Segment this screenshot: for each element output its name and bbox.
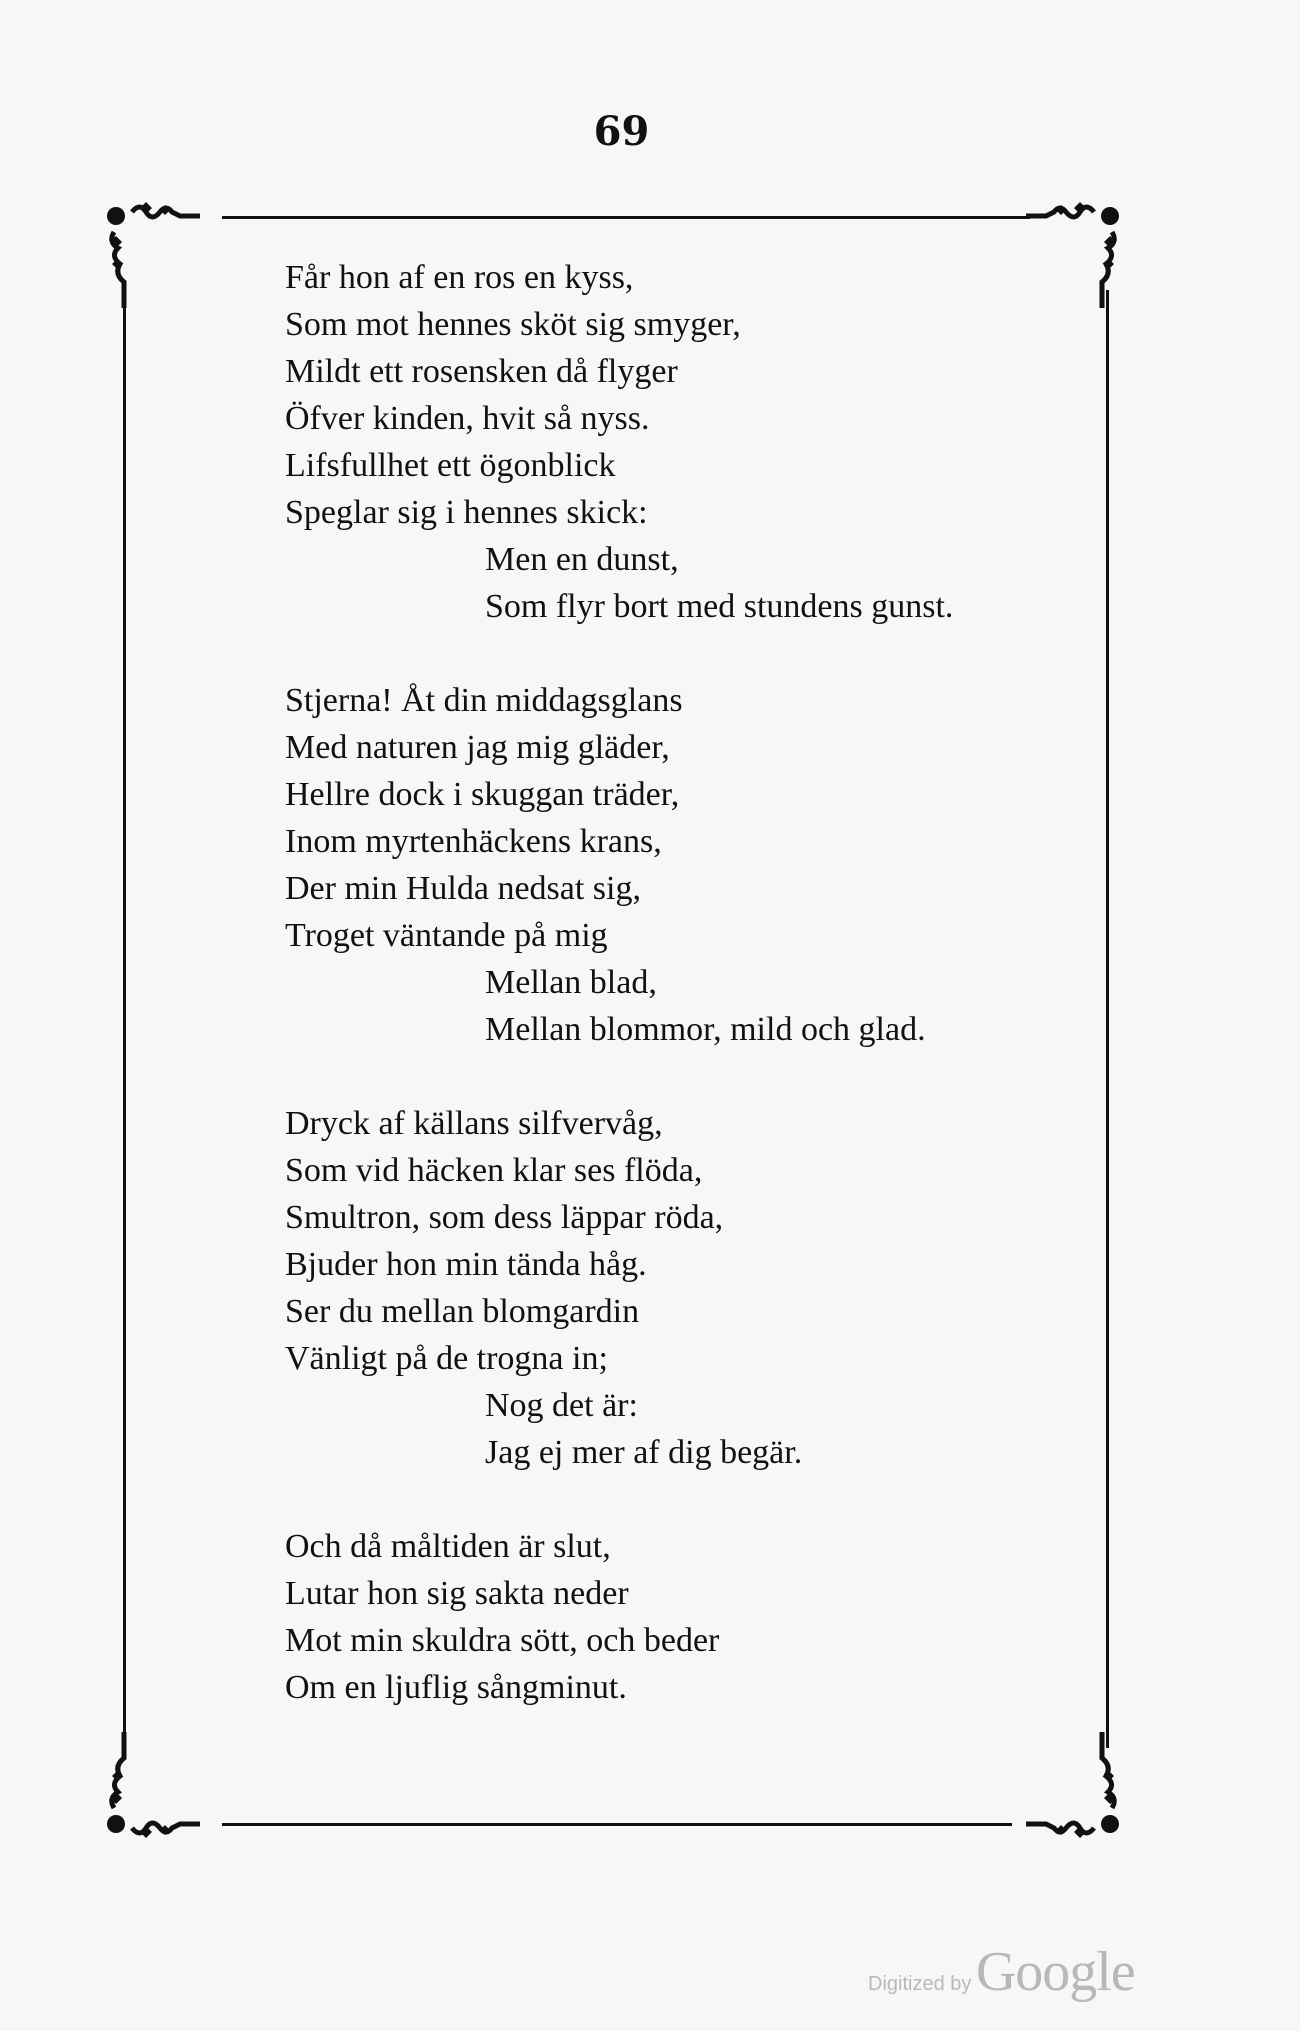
corner-ornament-top-left — [104, 198, 214, 308]
poem-line: Med naturen jag mig gläder, — [285, 729, 670, 766]
digitized-by-google-watermark — [868, 1940, 1135, 2004]
poem-line: Lutar hon sig sakta neder — [285, 1575, 629, 1612]
poem-line-refrain: Som flyr bort med stundens gunst. — [485, 588, 954, 625]
poem-line: Som vid häcken klar ses flöda, — [285, 1152, 703, 1189]
poem-line: Troget väntande på mig — [285, 917, 608, 954]
poem-line: Der min Hulda nedsat sig, — [285, 870, 641, 907]
stanza-4 — [285, 1523, 1065, 1711]
frame-top-rule — [222, 216, 1030, 219]
poem-line: Speglar sig i hennes skick: — [285, 494, 648, 531]
poem-line-refrain: Mellan blommor, mild och glad. — [485, 1011, 926, 1048]
poem-line: Som mot hennes sköt sig smyger, — [285, 306, 741, 343]
poem-line: Ser du mellan blomgardin — [285, 1293, 640, 1330]
poem-line-refrain: Men en dunst, — [485, 541, 679, 578]
poem — [285, 254, 1065, 1758]
poem-line: Smultron, som dess läppar röda, — [285, 1199, 724, 1236]
poem-line-refrain: Mellan blad, — [485, 964, 657, 1001]
poem-line: Inom myrtenhäckens krans, — [285, 823, 662, 860]
poem-line: Lifsfullhet ett ögonblick — [285, 447, 616, 484]
poem-line: Bjuder hon min tända håg. — [285, 1246, 647, 1283]
poem-line: Om en ljuflig sångminut. — [285, 1669, 627, 1706]
poem-line: Dryck af källans silfvervåg, — [285, 1105, 663, 1142]
watermark-brand: Google — [975, 1941, 1135, 2003]
poem-line: Mildt ett rosensken då flyger — [285, 353, 678, 390]
stanza-1 — [285, 254, 1065, 630]
stanza-2 — [285, 677, 1065, 1053]
poem-line: Mot min skuldra sött, och beder — [285, 1622, 720, 1659]
watermark-prefix: Digitized by — [868, 1973, 972, 1995]
frame-right-rule — [1106, 290, 1109, 1748]
poem-line: Och då måltiden är slut, — [285, 1528, 611, 1565]
poem-line: Öfver kinden, hvit så nyss. — [285, 400, 650, 437]
poem-line: Hellre dock i skuggan träder, — [285, 776, 680, 813]
poem-line: Får hon af en ros en kyss, — [285, 259, 634, 296]
frame-bottom-rule — [222, 1823, 1012, 1826]
frame-left-rule — [123, 288, 126, 1748]
poem-line-refrain: Nog det är: — [485, 1387, 638, 1424]
page-number: 69 — [593, 108, 650, 155]
corner-ornament-bottom-left — [104, 1732, 214, 1842]
poem-line-refrain: Jag ej mer af dig begär. — [485, 1434, 803, 1471]
stanza-3 — [285, 1100, 1065, 1476]
poem-line: Stjerna! Åt din middagsglans — [285, 682, 683, 719]
poem-line: Vänligt på de trogna in; — [285, 1340, 608, 1377]
